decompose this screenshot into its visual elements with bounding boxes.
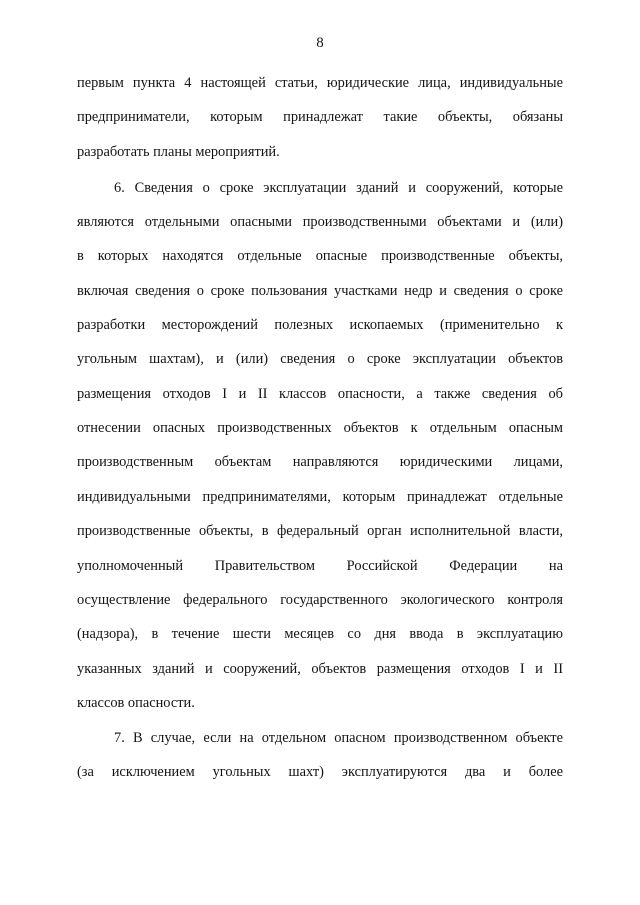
text-line: угольным шахтам), и (или) сведения о сроке эксплуатации объектов: [77, 351, 563, 367]
text-line: указанных зданий и сооружений, объектов размещения отходов I и II: [77, 661, 563, 677]
text-line: 6. Сведения о сроке эксплуатации зданий и сооружений, которые: [114, 180, 563, 196]
text-line: классов опасности.: [77, 695, 195, 711]
text-line: включая сведения о сроке пользования участками недр и сведения о сроке: [77, 283, 563, 299]
text-line: разработки месторождений полезных ископаемых (применительно к: [77, 317, 563, 333]
text-line: являются отдельными опасными производственными объектами и (или): [77, 214, 563, 230]
text-line: отнесении опасных производственных объектов к отдельным опасным: [77, 420, 563, 436]
text-line: 7. В случае, если на отдельном опасном производственном объекте: [114, 730, 563, 746]
text-line: производственным объектам направляются юридическими лицами,: [77, 454, 563, 470]
text-line: уполномоченный Правительством Российской Федерации на: [77, 558, 563, 574]
text-line: первым пункта 4 настоящей статьи, юридические лица, индивидуальные: [77, 75, 563, 91]
text-line: (надзора), в течение шести месяцев со дня ввода в эксплуатацию: [77, 626, 563, 642]
text-line: размещения отходов I и II классов опасности, а также сведения об: [77, 386, 563, 402]
page-number: 8: [316, 35, 324, 51]
text-line: (за исключением угольных шахт) эксплуатируются два и более: [77, 764, 563, 780]
text-line: индивидуальными предпринимателями, которым принадлежат отдельные: [77, 489, 563, 505]
text-line: производственные объекты, в федеральный орган исполнительной власти,: [77, 523, 563, 539]
text-line: осуществление федерального государственного экологического контроля: [77, 592, 563, 608]
text-line: разработать планы мероприятий.: [77, 144, 280, 160]
text-line: предприниматели, которым принадлежат такие объекты, обязаны: [77, 109, 563, 125]
text-line: в которых находятся отдельные опасные производственные объекты,: [77, 248, 563, 264]
